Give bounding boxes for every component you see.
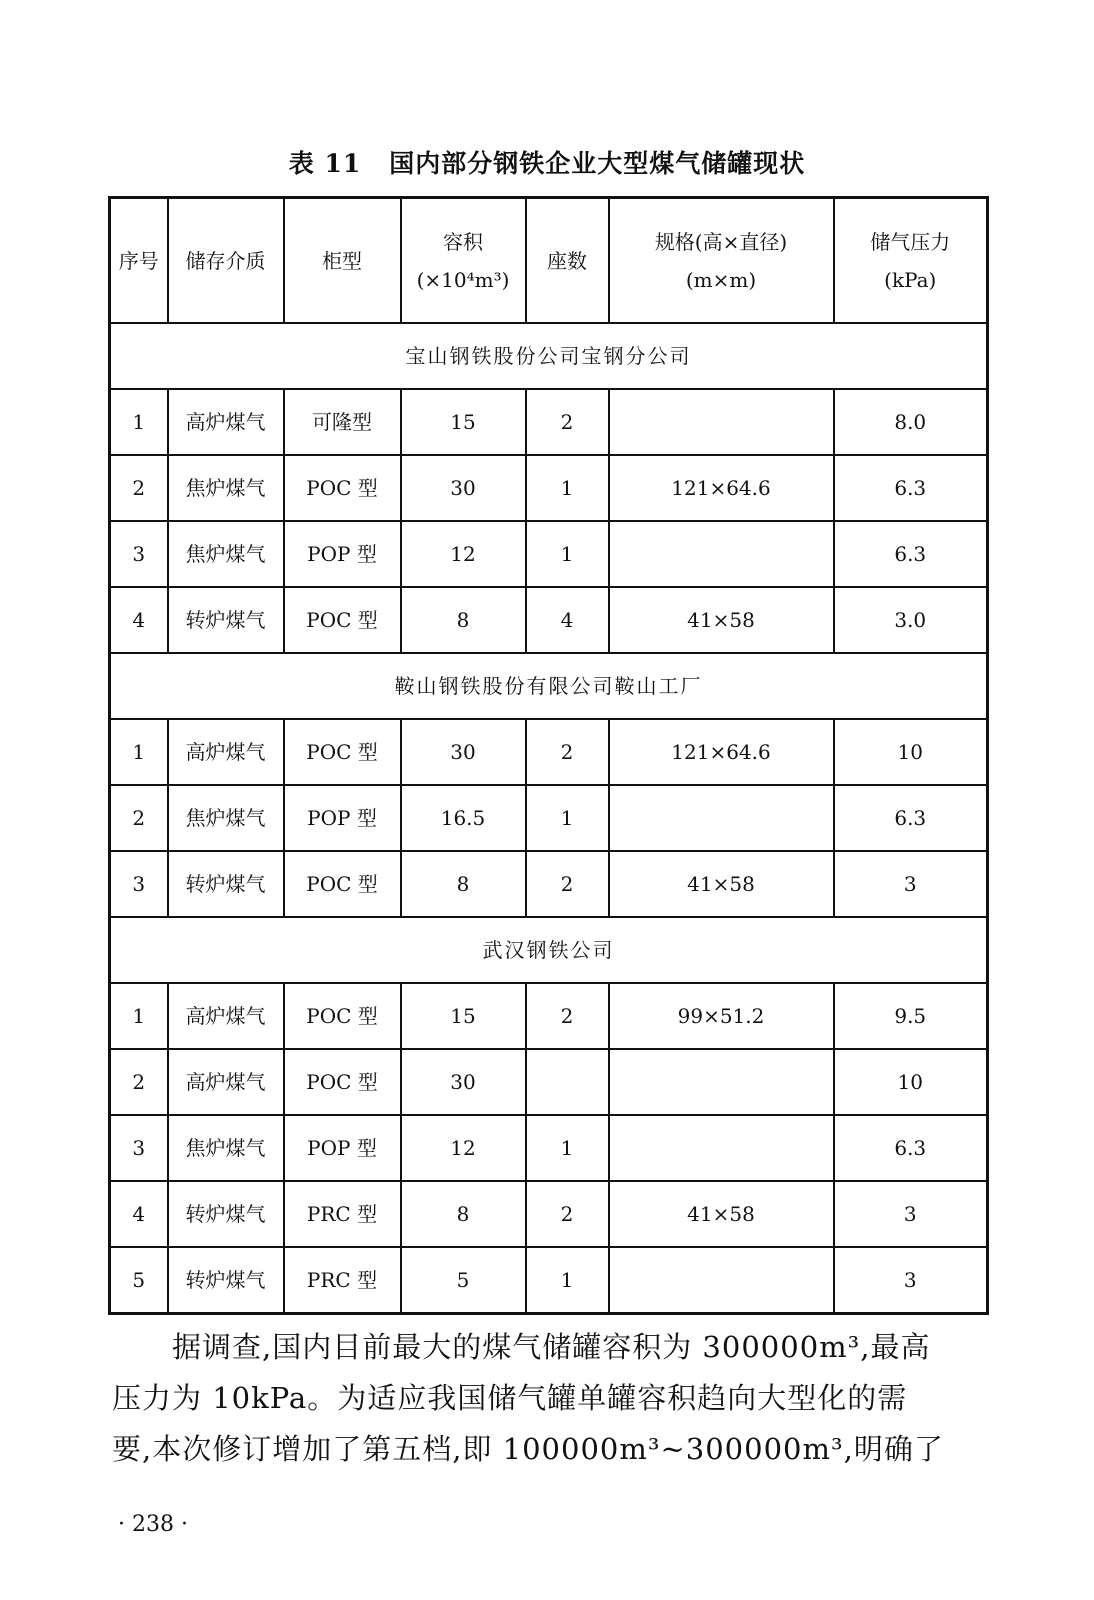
cell-pressure: 6.3	[834, 1115, 988, 1181]
cell-count: 2	[526, 389, 609, 455]
cell-type: POC 型	[284, 851, 401, 917]
cell-spec	[609, 1247, 834, 1313]
cell-type: POP 型	[284, 1115, 401, 1181]
table-number: 表 11	[288, 149, 362, 178]
cell-type: PRC 型	[284, 1247, 401, 1313]
table-row	[110, 455, 988, 521]
cell-pressure: 9.5	[834, 983, 988, 1049]
cell-no: 1	[110, 983, 168, 1049]
paragraph-line-3: 要,本次修订增加了第五档,即 100000m³~300000m³,明确了	[112, 1432, 944, 1466]
cell-volume: 8	[401, 851, 526, 917]
gas-holder-table	[108, 196, 989, 1315]
table-row	[110, 521, 988, 587]
cell-pressure: 6.3	[834, 521, 988, 587]
company-name: 鞍山钢铁股份有限公司鞍山工厂	[110, 653, 988, 719]
paragraph-line-2: 压力为 10kPa。为适应我国储气罐单罐容积趋向大型化的需	[112, 1381, 908, 1415]
cell-pressure: 3.0	[834, 587, 988, 653]
cell-medium: 高炉煤气	[168, 1049, 284, 1115]
cell-pressure: 6.3	[834, 455, 988, 521]
cell-spec: 121×64.6	[609, 719, 834, 785]
cell-spec: 41×58	[609, 587, 834, 653]
cell-no: 3	[110, 521, 168, 587]
cell-type: POC 型	[284, 1049, 401, 1115]
body-paragraph	[112, 1322, 982, 1475]
cell-medium: 高炉煤气	[168, 719, 284, 785]
cell-pressure: 6.3	[834, 785, 988, 851]
header-volume-unit: (×10⁴m³)	[416, 267, 510, 292]
cell-spec	[609, 1115, 834, 1181]
cell-volume: 30	[401, 455, 526, 521]
cell-count	[526, 1049, 609, 1115]
company-group-row	[110, 653, 988, 719]
cell-volume: 16.5	[401, 785, 526, 851]
cell-spec	[609, 785, 834, 851]
cell-spec	[609, 521, 834, 587]
cell-medium: 焦炉煤气	[168, 455, 284, 521]
cell-medium: 转炉煤气	[168, 1181, 284, 1247]
cell-type: POC 型	[284, 587, 401, 653]
cell-pressure: 3	[834, 1247, 988, 1313]
cell-volume: 5	[401, 1247, 526, 1313]
cell-medium: 焦炉煤气	[168, 1115, 284, 1181]
header-type: 柜型	[284, 198, 401, 324]
cell-pressure: 3	[834, 851, 988, 917]
table-row	[110, 851, 988, 917]
cell-count: 2	[526, 719, 609, 785]
cell-no: 3	[110, 1115, 168, 1181]
cell-count: 1	[526, 521, 609, 587]
table-caption	[0, 144, 1094, 180]
cell-spec: 99×51.2	[609, 983, 834, 1049]
company-group-row	[110, 917, 988, 983]
cell-pressure: 8.0	[834, 389, 988, 455]
cell-no: 5	[110, 1247, 168, 1313]
cell-type: PRC 型	[284, 1181, 401, 1247]
cell-medium: 转炉煤气	[168, 1247, 284, 1313]
header-index: 序号	[110, 198, 168, 324]
table-row	[110, 1049, 988, 1115]
cell-no: 4	[110, 1181, 168, 1247]
header-spec-label: 规格(高×直径)	[654, 229, 788, 254]
header-pressure-label: 储气压力	[870, 229, 951, 254]
cell-volume: 30	[401, 719, 526, 785]
cell-count: 1	[526, 455, 609, 521]
table-row	[110, 1115, 988, 1181]
header-row	[110, 198, 988, 324]
cell-medium: 焦炉煤气	[168, 785, 284, 851]
cell-no: 2	[110, 785, 168, 851]
cell-spec: 121×64.6	[609, 455, 834, 521]
company-name: 武汉钢铁公司	[110, 917, 988, 983]
cell-no: 1	[110, 719, 168, 785]
company-group-row	[110, 323, 988, 389]
cell-volume: 15	[401, 389, 526, 455]
cell-type: POP 型	[284, 521, 401, 587]
cell-type: POC 型	[284, 719, 401, 785]
cell-type: 可隆型	[284, 389, 401, 455]
header-count: 座数	[526, 198, 609, 324]
cell-count: 1	[526, 1247, 609, 1313]
table-title: 国内部分钢铁企业大型煤气储罐现状	[389, 149, 806, 178]
cell-volume: 8	[401, 587, 526, 653]
header-pressure-unit: (kPa)	[884, 267, 937, 292]
company-name: 宝山钢铁股份公司宝钢分公司	[110, 323, 988, 389]
cell-medium: 焦炉煤气	[168, 521, 284, 587]
cell-no: 4	[110, 587, 168, 653]
table-body	[110, 323, 988, 1313]
page-number: · 238 ·	[118, 1512, 188, 1537]
cell-volume: 8	[401, 1181, 526, 1247]
cell-no: 3	[110, 851, 168, 917]
cell-type: POP 型	[284, 785, 401, 851]
cell-count: 1	[526, 785, 609, 851]
cell-volume: 12	[401, 1115, 526, 1181]
table-row	[110, 587, 988, 653]
cell-count: 4	[526, 587, 609, 653]
cell-count: 1	[526, 1115, 609, 1181]
cell-type: POC 型	[284, 455, 401, 521]
table-row	[110, 983, 988, 1049]
table-row	[110, 719, 988, 785]
cell-spec: 41×58	[609, 851, 834, 917]
cell-pressure: 3	[834, 1181, 988, 1247]
cell-no: 2	[110, 1049, 168, 1115]
cell-spec: 41×58	[609, 1181, 834, 1247]
table-row	[110, 1181, 988, 1247]
paragraph-line-1: 据调查,国内目前最大的煤气储罐容积为 300000m³,最高	[172, 1330, 931, 1364]
cell-spec	[609, 1049, 834, 1115]
cell-volume: 15	[401, 983, 526, 1049]
cell-pressure: 10	[834, 1049, 988, 1115]
header-medium: 储存介质	[168, 198, 284, 324]
header-volume	[401, 198, 526, 324]
table-row	[110, 389, 988, 455]
table-row	[110, 1247, 988, 1313]
cell-pressure: 10	[834, 719, 988, 785]
cell-no: 1	[110, 389, 168, 455]
header-spec-unit: (m×m)	[685, 267, 757, 292]
cell-type: POC 型	[284, 983, 401, 1049]
cell-volume: 30	[401, 1049, 526, 1115]
cell-no: 2	[110, 455, 168, 521]
cell-spec	[609, 389, 834, 455]
cell-count: 2	[526, 983, 609, 1049]
cell-count: 2	[526, 1181, 609, 1247]
header-volume-label: 容积	[443, 229, 483, 254]
cell-medium: 高炉煤气	[168, 983, 284, 1049]
cell-medium: 转炉煤气	[168, 587, 284, 653]
cell-medium: 转炉煤气	[168, 851, 284, 917]
header-pressure	[834, 198, 988, 324]
header-spec	[609, 198, 834, 324]
cell-count: 2	[526, 851, 609, 917]
table-row	[110, 785, 988, 851]
cell-volume: 12	[401, 521, 526, 587]
cell-medium: 高炉煤气	[168, 389, 284, 455]
